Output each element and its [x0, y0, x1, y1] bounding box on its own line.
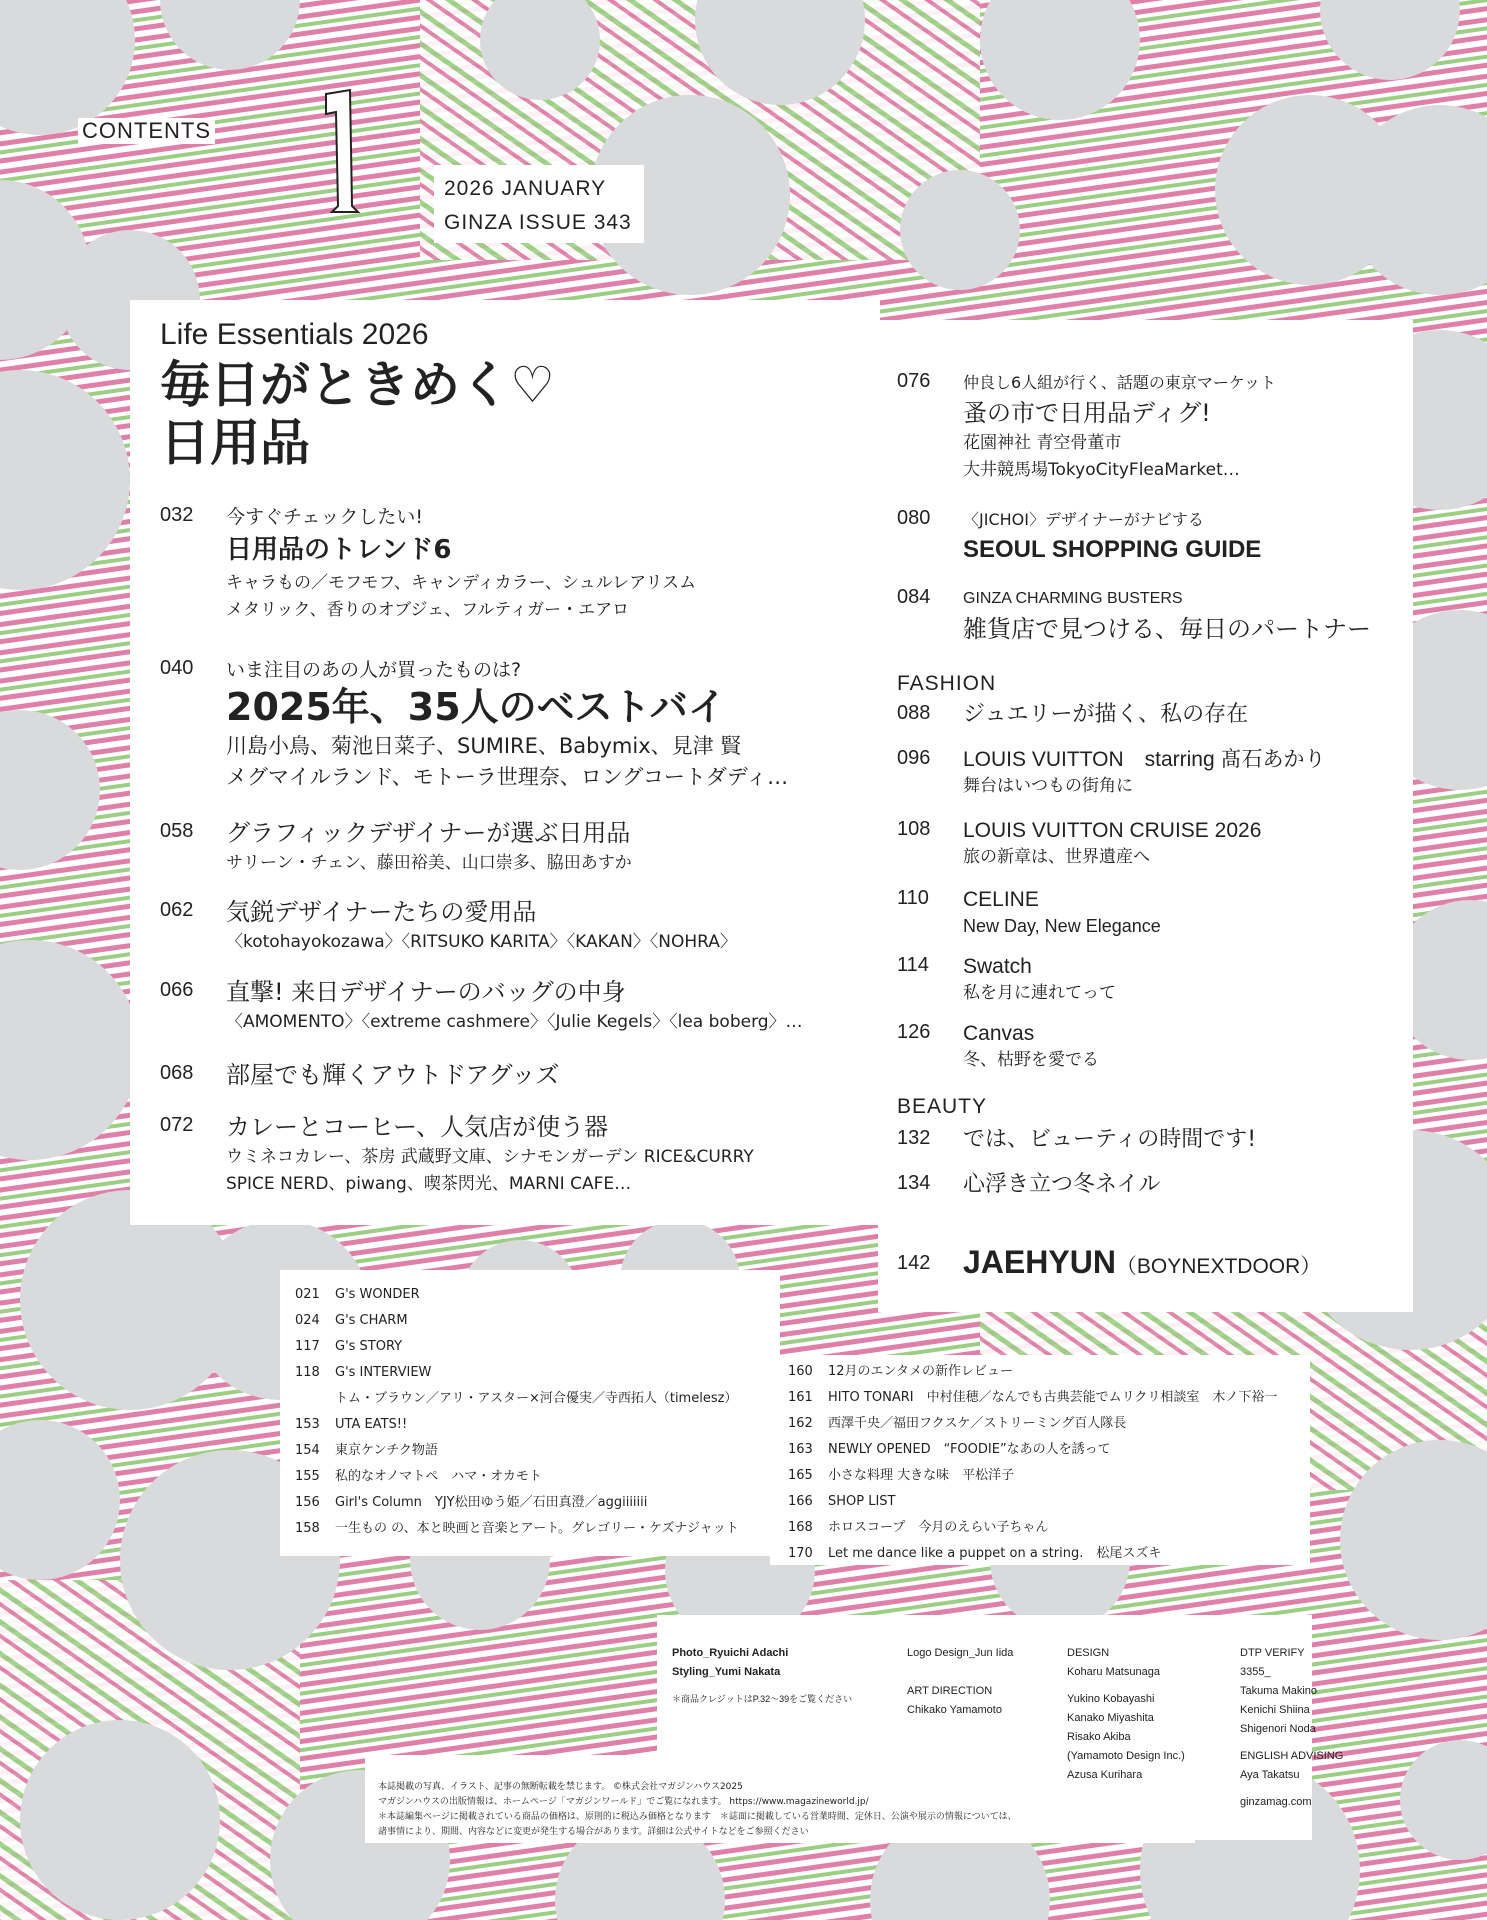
entry-title: JAEHYUN [963, 1244, 1116, 1280]
credits-design: Logo Design_Jun Iida ART DIRECTION Chikako Yamamoto [907, 1647, 1014, 1716]
page-number: 080 [897, 507, 931, 529]
regulars-list-left [295, 1282, 775, 1542]
list-item[interactable]: 024 G's CHARM [295, 1313, 408, 1328]
list-item[interactable]: 156 Girl's Column YJY松田ゆう姫／石田真澄／aggiiiiiii [295, 1495, 648, 1510]
list-item[interactable]: 158 一生もの の、本と映画と音楽とアート。グレゴリー・ケズナジャット [295, 1521, 739, 1536]
list-item[interactable]: 160 12月のエンタメの新作レビュー [788, 1364, 1014, 1379]
entry-detail: 川島小鳥、菊池日菜子、SUMIRE、Babymix、見津 賢 [226, 734, 742, 758]
entry-subtitle: GINZA CHARMING BUSTERS [963, 590, 1183, 607]
entry-title: 部屋でも輝くアウトドアグッズ [226, 1061, 560, 1089]
list-item[interactable]: 154 東京ケンチク物語 [295, 1443, 438, 1458]
entry-title: 雑貨店で見つける、毎日のパートナー [963, 615, 1371, 643]
entry-title: 蚤の市で日用品ディグ! [963, 399, 1211, 427]
credits-designers: DESIGN Koharu Matsunaga Yukino Kobayashi Kanako Miyashita Risako Akiba (Yamamoto Design Inc.) Azusa Kurihara [1067, 1647, 1185, 1781]
entry-subtitle: 今すぐチェックしたい! [226, 506, 424, 528]
entry-subtitle: 仲良し6人組が行く、話題の東京マーケット [963, 373, 1277, 392]
page-number: 108 [897, 818, 931, 840]
list-item[interactable]: 166 SHOP LIST [788, 1494, 896, 1509]
section-label-beauty: BEAUTY [897, 1095, 988, 1118]
entry-detail: 花園神社 青空骨董市 [963, 433, 1122, 453]
entry-title: SEOUL SHOPPING GUIDE [963, 536, 1262, 563]
entry-title: LOUIS VUITTON starring 髙石あかり [963, 748, 1326, 771]
entry-detail: 〈AMOMENTO〉〈extreme cashmere〉〈Julie Kegels〉〈lea boberg〉… [226, 1012, 803, 1032]
page-number: 040 [160, 657, 194, 679]
entry-title: 直撃! 来日デザイナーのバッグの中身 [226, 978, 626, 1006]
entry-title: ジュエリーが描く、私の存在 [963, 702, 1249, 727]
entry-detail: ウミネコカレー、茶房 武蔵野文庫、シナモンガーデン RICE&CURRY [226, 1147, 754, 1167]
list-item[interactable]: 170 Let me dance like a puppet on a string. 松尾スズキ [788, 1546, 1162, 1561]
list-item[interactable]: 168 ホロスコープ 今月のえらい子ちゃん [788, 1520, 1049, 1535]
entry-detail: メタリック、香りのオブジェ、フルティガー・エアロ [226, 600, 630, 620]
entry-title: カレーとコーヒー、人気店が使う器 [226, 1113, 609, 1141]
entry-title: グラフィックデザイナーが選ぶ日用品 [226, 819, 631, 847]
list-item[interactable]: 161 HITO TONARI 中村佳穂／なんでも古典芸能でムリクリ相談室 木ノ下裕一 [788, 1390, 1278, 1405]
page-number: 068 [160, 1062, 194, 1084]
entry-title: Swatch [963, 955, 1032, 978]
page-number: 058 [160, 820, 194, 842]
issue-number: GINZA ISSUE 343 [444, 211, 632, 234]
entry-title: Canvas [963, 1022, 1035, 1045]
entry-detail: 〈kotohayokozawa〉〈RITSUKO KARITA〉〈KAKAN〉〈NOHRA〉 [226, 932, 737, 952]
entry-subtitle: 旅の新章は、世界遺産へ [963, 847, 1150, 867]
page-number: 132 [897, 1127, 931, 1149]
list-item[interactable]: 162 西澤千央／福田フクスケ／ストリーミング百人隊長 [788, 1416, 1127, 1431]
entry-title-suffix: （BOYNEXTDOOR） [1115, 1255, 1322, 1278]
page-number: 062 [160, 899, 194, 921]
issue-info [444, 172, 632, 240]
page-number: 032 [160, 504, 194, 526]
entry-title: 2025年、35人のベストバイ [226, 685, 726, 729]
page-number: 084 [897, 586, 931, 608]
page-number: 142 [897, 1252, 931, 1274]
entry-title: CELINE [963, 888, 1039, 911]
list-item[interactable]: 163 NEWLY OPENED “FOODIE”なあの人を誘って [788, 1442, 1111, 1457]
entry-title: では、ビューティの時間です! [963, 1127, 1257, 1152]
entry-subtitle: New Day, New Elegance [963, 916, 1161, 936]
page-number: 066 [160, 979, 194, 1001]
entry-detail: キャラもの／モフモフ、キャンディカラー、シュルレアリスム [226, 573, 697, 593]
list-item[interactable]: 118 G's INTERVIEW [295, 1365, 432, 1380]
feature-title-line2: 日用品 [160, 414, 310, 472]
feature-kicker: Life Essentials 2026 [160, 318, 429, 351]
feature-title-line1: 毎日がときめく♡ [160, 356, 555, 414]
credits-dtp: DTP VERIFY 3355_ Takuma Makino Kenichi Shiina Shigenori Noda ENGLISH ADVISING Aya Takatsu ginzamag.com [1240, 1647, 1344, 1808]
credits-photo: Photo_Ryuichi Adachi Styling_Yumi Nakata ＊商品クレジットはP.32〜39をご覧ください [672, 1647, 853, 1704]
entry-detail: メグマイルランド、モトーラ世理奈、ロングコートダディ… [226, 765, 789, 789]
list-item[interactable]: 155 私的なオノマトペ ハマ・オカモト [295, 1469, 542, 1484]
page-number: 114 [897, 954, 929, 976]
issue-numeral-one [318, 88, 364, 218]
entry-title: 気鋭デザイナーたちの愛用品 [226, 898, 537, 926]
list-item[interactable]: 153 UTA EATS!! [295, 1417, 408, 1432]
page-number: 076 [897, 370, 931, 392]
entry-subtitle: 〈JICHOI〉デザイナーがナビする [963, 510, 1204, 529]
issue-date: 2026 JANUARY [444, 177, 607, 200]
entry-detail: サリーン・チェン、藤田裕美、山口崇多、脇田あすか [226, 853, 632, 873]
page-number: 134 [897, 1172, 931, 1194]
entry-title: 心浮き立つ冬ネイル [963, 1172, 1161, 1197]
contents-label: CONTENTS [78, 118, 215, 144]
page-number: 110 [897, 887, 929, 909]
regulars-list-right [788, 1359, 1308, 1567]
list-item[interactable]: 165 小さな料理 大きな味 平松洋子 [788, 1468, 1015, 1483]
entry-detail: 大井競馬場TokyoCityFleaMarket… [963, 460, 1240, 480]
list-item[interactable]: 021 G's WONDER [295, 1287, 420, 1302]
entry-title: LOUIS VUITTON CRUISE 2026 [963, 819, 1262, 842]
entry-subtitle: 冬、枯野を愛でる [963, 1050, 1099, 1070]
list-item[interactable]: 117 G's STORY [295, 1339, 403, 1354]
entry-detail: SPICE NERD、piwang、喫茶閃光、MARNI CAFE… [226, 1174, 632, 1194]
list-item[interactable]: トム・ブラウン／アリ・アスター×河合優実／寺西拓人（timelesz） [335, 1391, 738, 1406]
feature-title [160, 356, 555, 472]
legal-footnotes: 本誌掲載の写真、イラスト、記事の無断転載を禁じます。 ©株式会社マガジンハウス2025 マガジンハウスの出版情報は、ホームページ「マガジンワールド」でご覧になれます。 https://www.magazineworld.jp/ ＊本誌編集ページに掲載されている商品の価格は、原則的に税込み価格となります ＊誌面に掲載している営業時間、定休日、公演や展示の情報については、 諸事情により、期間、内容などに変更が発生する場合があります。詳細は公式サイトなどをご参照ください [378, 1782, 1017, 1837]
entry-subtitle: 舞台はいつもの街角に [963, 776, 1133, 796]
page-number: 126 [897, 1021, 931, 1043]
entry-subtitle: いま注目のあの人が買ったものは? [226, 659, 522, 681]
section-label-fashion: FASHION [897, 672, 997, 695]
page-number: 072 [160, 1114, 194, 1136]
entry-subtitle: 私を月に連れてって [963, 983, 1116, 1003]
entry-title: 日用品のトレンド6 [226, 535, 452, 565]
page-number: 088 [897, 702, 931, 724]
page-number: 096 [897, 747, 931, 769]
